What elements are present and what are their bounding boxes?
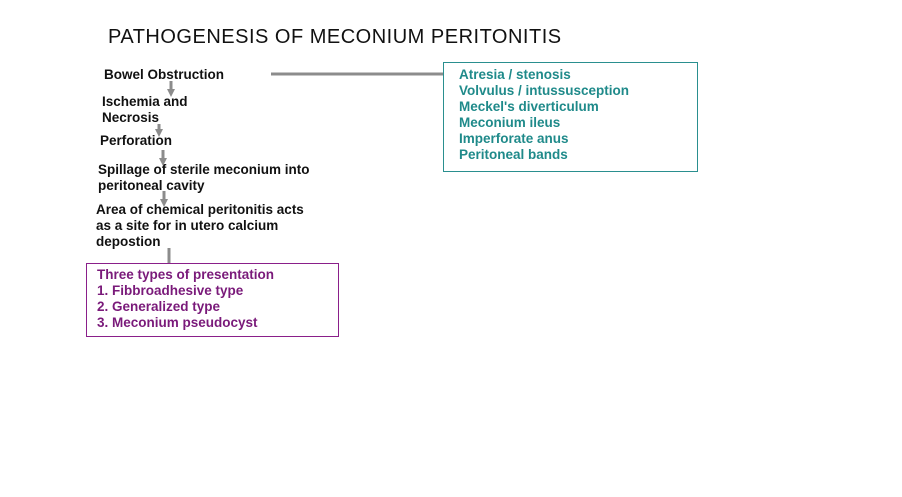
cause-item: Peritoneal bands bbox=[459, 147, 568, 162]
step-spillage-line-2: peritoneal cavity bbox=[98, 178, 205, 193]
presentation-item: 3. Meconium pseudocyst bbox=[97, 315, 258, 330]
step-ischemia-line-2: Necrosis bbox=[102, 110, 160, 125]
presentation-heading: Three types of presentation bbox=[97, 267, 275, 282]
cause-item: Meconium ileus bbox=[459, 115, 561, 130]
cause-item: Atresia / stenosis bbox=[459, 67, 571, 82]
step-bowel-obstruction: Bowel Obstruction bbox=[104, 67, 225, 82]
cause-item: Imperforate anus bbox=[459, 131, 569, 146]
step-chemical-line-1: Area of chemical peritonitis acts bbox=[96, 202, 304, 217]
presentation-item: 1. Fibbroadhesive type bbox=[97, 283, 244, 298]
step-ischemia-line-1: Ischemia and bbox=[102, 94, 188, 109]
cause-item: Meckel's diverticulum bbox=[459, 99, 599, 114]
step-chemical-line-2: as a site for in utero calcium bbox=[96, 218, 279, 233]
cause-item: Volvulus / intussusception bbox=[459, 83, 630, 98]
page-title: PATHOGENESIS OF MECONIUM PERITONITIS bbox=[108, 26, 562, 48]
step-perforation: Perforation bbox=[100, 133, 173, 148]
step-chemical-line-3: depostion bbox=[96, 234, 161, 249]
presentation-item: 2. Generalized type bbox=[97, 299, 221, 314]
step-spillage-line-1: Spillage of sterile meconium into bbox=[98, 162, 310, 177]
